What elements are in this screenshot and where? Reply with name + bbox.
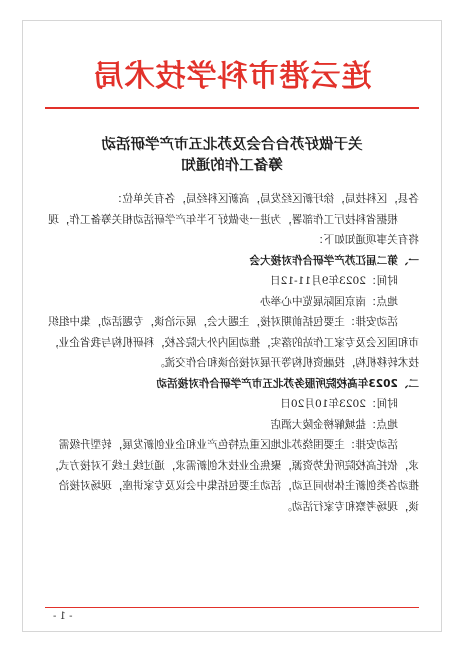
- page-number: - 1 -: [53, 611, 73, 622]
- title-line-1: 关于做好苏台合会及苏北五市产学研活动: [101, 137, 363, 153]
- notice-body: [45, 189, 419, 517]
- notice-title: [45, 135, 419, 177]
- notice-content: [45, 113, 419, 517]
- section-1-activities: 活动安排：主要包括前期对接，主题大会，展示洽谈，专题活动，集中组织市和国区会及专家工作站的落实，推动国内外大院名校，科研机构与我省企业，技术转移机构，投融资机构等开展对接洽谈和合作交流。: [48, 316, 419, 369]
- document-page: [22, 20, 442, 632]
- org-header: 连云港市科学技术局: [92, 59, 372, 94]
- section-1-heading: 一、第二届江苏产学研合作对接大会: [249, 254, 419, 267]
- section-1-time: 时间：2023年9月11-12日: [270, 275, 398, 287]
- intro-paragraph: 根据省科技厅工作部署，为进一步做好下半年产学研活动相关筹备工作，现将有关事项通知如下：: [48, 213, 419, 246]
- header-rule: [45, 107, 419, 109]
- section-2-place: 地点：盐城解榜金陵大酒店: [270, 418, 398, 431]
- section-2-time: 时间：2023年10月20日: [280, 398, 398, 410]
- salutation: 各县，区科技局，徐圩新区经发局，高新区科经局，各有关单位：: [111, 193, 419, 205]
- footer-rule: [45, 607, 419, 608]
- section-2-heading: 二、2023年高校院所服务苏北五市产学研合作对接活动: [156, 377, 419, 390]
- section-1-place: 地点：南京国际展览中心举办: [260, 295, 398, 308]
- title-line-2: 筹备工作的通知: [181, 158, 283, 174]
- section-2-activities: 活动安排：主要围绕苏北地区重点特色产业和企业创新发展，转型升级需求，依托高校院所优势资源，聚焦企业技术创新需求，通过线上线下对接方式，推动各类创新主体协同互动，活动主要包括集中会议及专家讲座，现场对接洽谈，现场考察和专家行活动。: [48, 439, 419, 513]
